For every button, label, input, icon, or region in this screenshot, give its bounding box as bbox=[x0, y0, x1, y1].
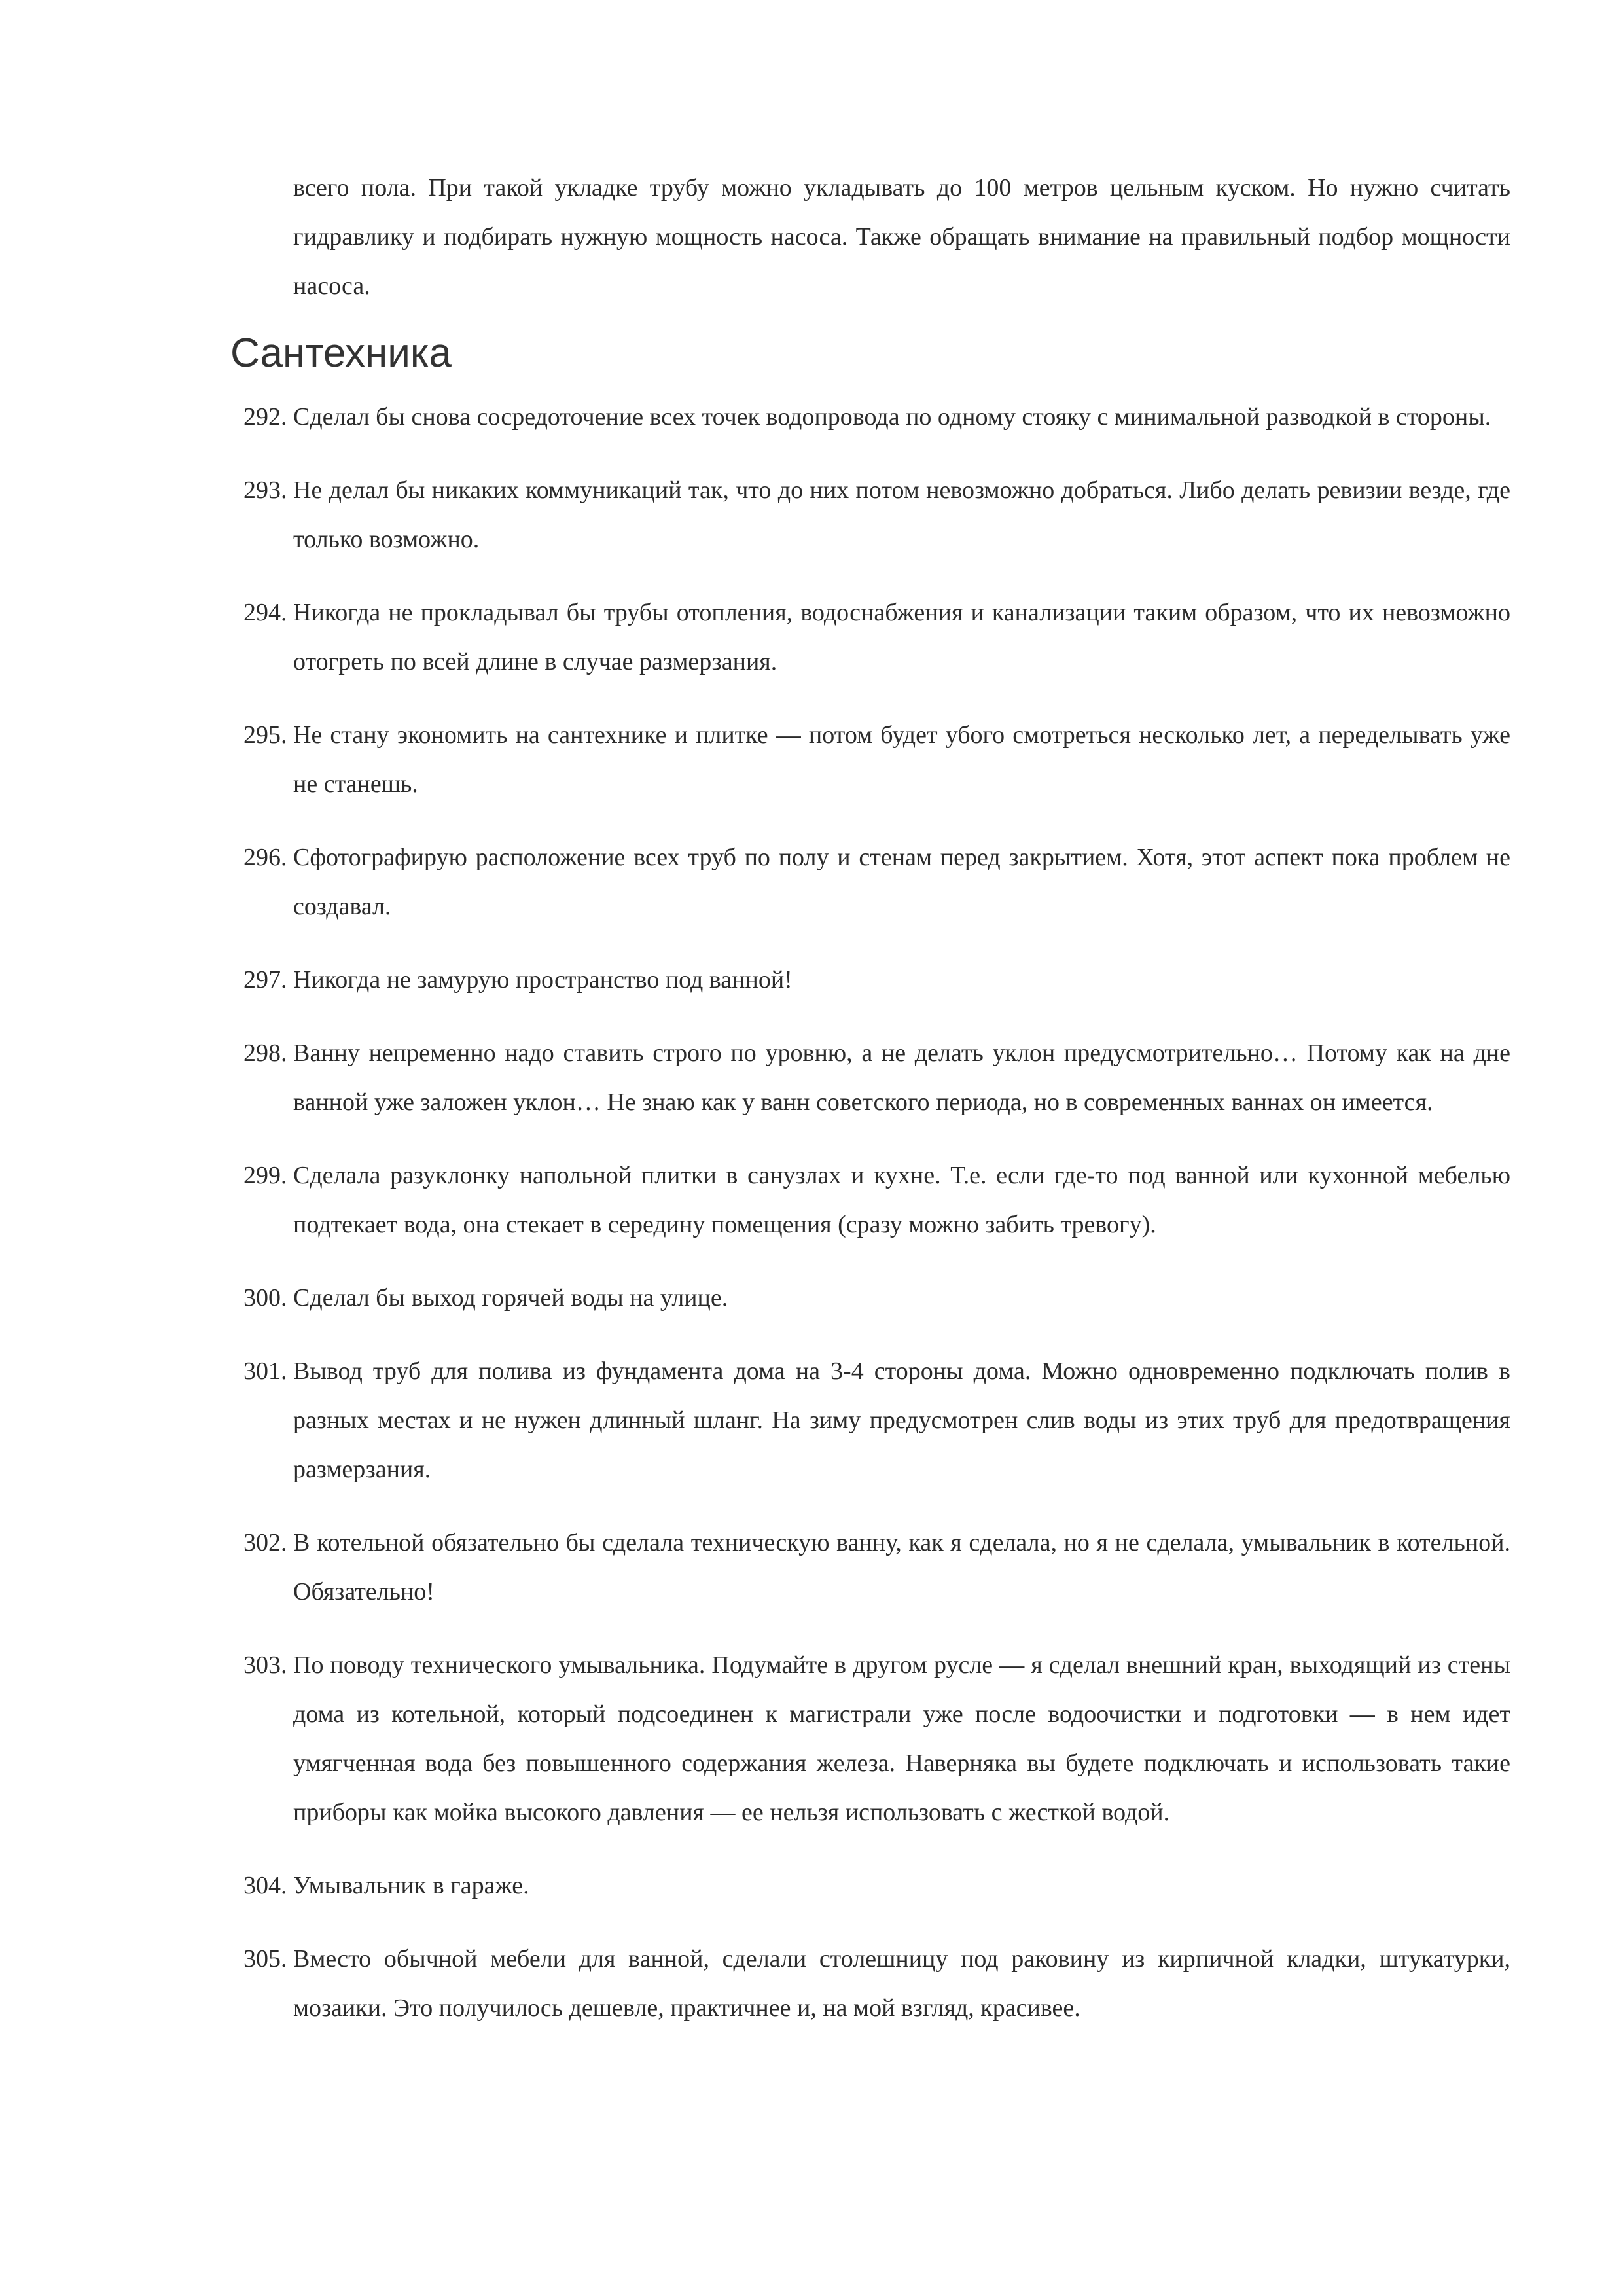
item-number: 295. bbox=[243, 721, 287, 749]
item-number: 299. bbox=[243, 1162, 287, 1189]
list-item bbox=[0, 1518, 1510, 1617]
list-item bbox=[0, 833, 1510, 931]
item-text: Вместо обычной мебели для ванной, сделали столешницу под раковину из кирпичной кладки, штукатурки, мозаики. Это получилось дешевле, практичнее и, на мой взгляд, красивее. bbox=[293, 1945, 1510, 2022]
list-item bbox=[0, 1347, 1510, 1494]
intro-paragraph: всего пола. При такой укладке трубу можно укладывать до 100 метров цельным куском. Но нужно считать гидравлику и подбирать нужную мощность насоса. Также обращать внимание на правильный подбор мощности насоса. bbox=[293, 174, 1510, 300]
list-item bbox=[0, 466, 1510, 564]
item-number: 302. bbox=[243, 1529, 287, 1556]
list-item bbox=[0, 1861, 1510, 1910]
item-text: Не делал бы никаких коммуникаций так, что до них потом невозможно добраться. Либо делать ревизии везде, где только возможно. bbox=[293, 476, 1510, 553]
list-item bbox=[0, 1151, 1510, 1249]
list-item bbox=[0, 1935, 1510, 2033]
item-text: Сделала разуклонку напольной плитки в санузлах и кухне. Т.е. если где-то под ванной или кухонной мебелью подтекает вода, она стекает в середину помещения (сразу можно забить тревогу). bbox=[293, 1162, 1510, 1238]
item-text: В котельной обязательно бы сделала техническую ванну, как я сделала, но я не сделала, умывальник в котельной. Обязательно! bbox=[293, 1529, 1510, 1605]
list-item bbox=[0, 1641, 1510, 1837]
item-text: Сфотографирую расположение всех труб по полу и стенам перед закрытием. Хотя, этот аспект пока проблем не создавал. bbox=[293, 844, 1510, 920]
item-text: Сделал бы выход горячей воды на улице. bbox=[293, 1284, 728, 1312]
item-text: Никогда не прокладывал бы трубы отопления, водоснабжения и канализации таким образом, что их невозможно отогреть по всей длине в случае размерзания. bbox=[293, 599, 1510, 675]
item-text: Ванну непременно надо ставить строго по уровню, а не делать уклон предусмотрительно… Потому как на дне ванной уже заложен уклон… Не знаю как у ванн советского периода, но в современных ваннах он имеется. bbox=[293, 1039, 1510, 1116]
item-number: 297. bbox=[243, 966, 287, 994]
item-number: 304. bbox=[243, 1872, 287, 1899]
item-number: 293. bbox=[243, 476, 287, 504]
list-item bbox=[0, 711, 1510, 809]
numbered-list bbox=[0, 393, 1623, 2057]
item-text: Не стану экономить на сантехнике и плитке — потом будет убого смотреться несколько лет, а переделывать уже не станешь. bbox=[293, 721, 1510, 798]
list-item bbox=[0, 956, 1510, 1005]
item-number: 300. bbox=[243, 1284, 287, 1312]
item-number: 292. bbox=[243, 403, 287, 431]
item-number: 294. bbox=[243, 599, 287, 626]
item-text: Сделал бы снова сосредоточение всех точек водопровода по одному стояку с минимальной разводкой в стороны. bbox=[293, 403, 1491, 431]
item-text: По поводу технического умывальника. Подумайте в другом русле — я сделал внешний кран, выходящий из стены дома из котельной, который подсоединен к магистрали уже после водоочистки и подготовки — в нем идет умягченная вода без повышенного содержания железа. Наверняка вы будете подключать и использовать такие приборы как мойка высокого давления — ее нельзя использовать с жесткой водой. bbox=[293, 1651, 1510, 1826]
item-number: 305. bbox=[243, 1945, 287, 1973]
item-number: 303. bbox=[243, 1651, 287, 1679]
section-title: Сантехника bbox=[230, 331, 452, 376]
list-item bbox=[0, 393, 1510, 442]
item-number: 296. bbox=[243, 844, 287, 871]
item-text: Умывальник в гараже. bbox=[293, 1872, 529, 1899]
item-number: 298. bbox=[243, 1039, 287, 1067]
item-number: 301. bbox=[243, 1357, 287, 1385]
item-text: Вывод труб для полива из фундамента дома на 3-4 стороны дома. Можно одновременно подключать полив в разных местах и не нужен длинный шланг. На зиму предусмотрен слив воды из этих труб для предотвращения размерзания. bbox=[293, 1357, 1510, 1483]
list-item bbox=[0, 1029, 1510, 1127]
list-item bbox=[0, 1274, 1510, 1323]
list-item bbox=[0, 588, 1510, 687]
item-text: Никогда не замурую пространство под ванной! bbox=[293, 966, 793, 994]
